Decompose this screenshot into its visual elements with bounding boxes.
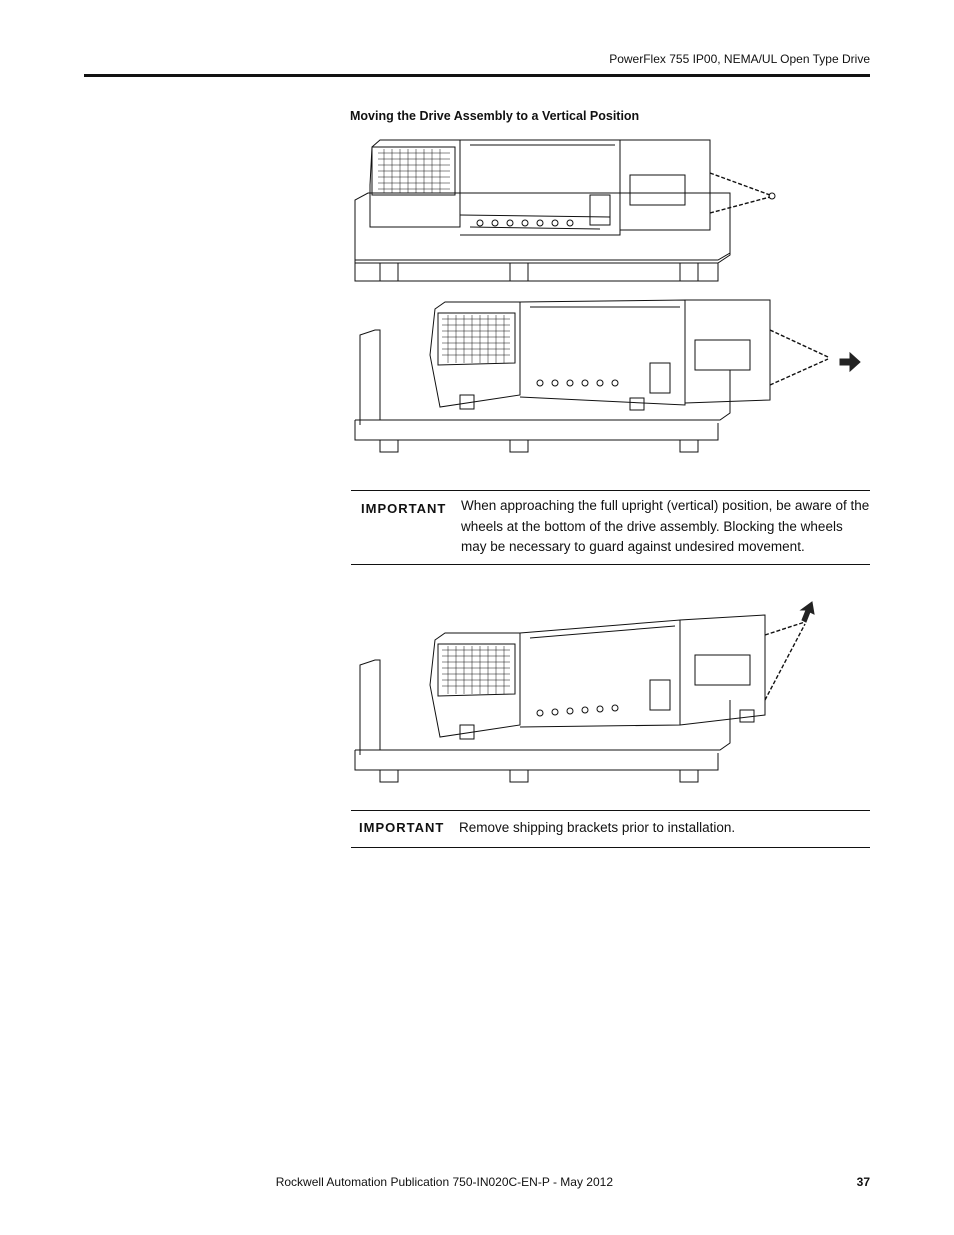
section-title: Moving the Drive Assembly to a Vertical Position [350,109,640,123]
important-note-wheels [351,490,870,565]
important-note-brackets [351,810,870,848]
figure-drive-lifted [350,600,870,785]
figure-drive-horizontal [350,135,810,295]
running-header: PowerFlex 755 IP00, NEMA/UL Open Type Drive [609,52,870,66]
important-text: Remove shipping brackets prior to installation. [459,820,736,835]
figure-drive-pulled [350,295,870,455]
footer-publication: Rockwell Automation Publication 750-IN020C-EN-P - May 2012 [275,1175,613,1189]
important-label: IMPORTANT [361,501,447,516]
important-label: IMPORTANT [359,820,445,835]
header-rule [84,74,870,77]
important-text: When approaching the full upright (vertical) position, be aware of the wheels at the bottom of the drive assembly. Blocking the wheels may be necessary to guard against undesired movement. [461,498,870,554]
page-number: 37 [856,1175,870,1189]
